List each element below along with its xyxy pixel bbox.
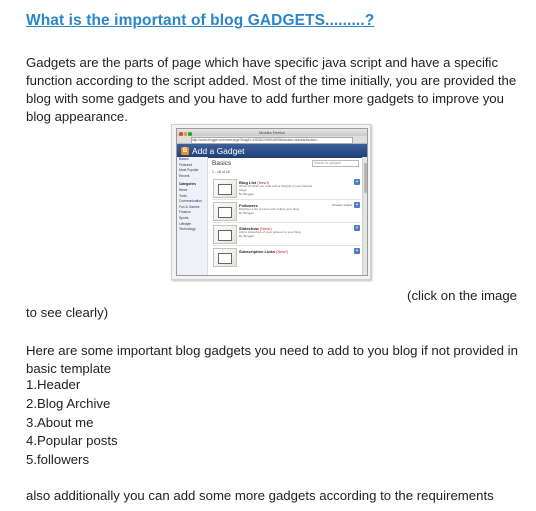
sidebar-item: Communication xyxy=(179,199,202,204)
gadget-thumbnail-icon xyxy=(213,202,237,221)
gadget-row xyxy=(212,177,361,200)
gadget-category-sidebar xyxy=(177,157,208,275)
address-bar: http://www.blogger.com/rearrange?blogID=1083622494944908&section=sidebar&action= xyxy=(191,137,353,144)
list-item: 2.Blog Archive xyxy=(26,395,111,411)
sidebar-item: Featured xyxy=(179,162,193,167)
minimize-dot-icon xyxy=(184,132,188,136)
add-gadget-screenshot-image[interactable] xyxy=(171,124,371,280)
sidebar-item: Finance xyxy=(179,210,191,215)
add-gadget-icon: + xyxy=(355,225,359,231)
sidebar-item: News xyxy=(179,187,188,192)
gadget-row xyxy=(212,223,361,246)
sidebar-item: Recent xyxy=(179,173,190,178)
sidebar-item: Technology xyxy=(179,227,196,232)
post-title[interactable]: What is the important of blog GADGETS.........? xyxy=(26,12,375,29)
zoom-dot-icon xyxy=(188,132,192,136)
gadget-description: Show off what you read with a blogroll of your favorite blogs. By Blogger xyxy=(239,184,313,196)
list-item: 3.About me xyxy=(26,414,94,430)
result-count: 1 - 18 of 18 xyxy=(212,170,230,174)
gadget-thumbnail-icon xyxy=(213,225,237,244)
sidebar-item: Sports xyxy=(179,215,189,220)
sidebar-item: Most Popular xyxy=(179,168,199,173)
gadget-description: Displays a list of users who follow your blog. By Blogger xyxy=(239,207,300,215)
gadget-thumbnail-icon xyxy=(213,248,237,267)
gadget-list-panel xyxy=(210,157,367,275)
post-intro-paragraph: Gadgets are the parts of page which have specific java script and have a specific function according to the script added. Most of the time initially, you are provided the blog with some gadgets and you have to add further more gadgets to improve you blog appearance. xyxy=(26,55,517,124)
scrollbar xyxy=(362,157,367,275)
gadget-row xyxy=(212,200,361,223)
important-gadgets-list xyxy=(26,376,118,470)
gadget-thumbnail-icon xyxy=(213,179,237,198)
closing-paragraph: also additionally you can add some more gadgets according to the requirements xyxy=(26,488,494,503)
browser-titlebar xyxy=(177,129,367,136)
click-image-note-continued: to see clearly) xyxy=(26,305,109,320)
section-title: Basics xyxy=(212,160,232,167)
gadget-list-intro: Here are some important blog gadgets you need to add to you blog if not provided in basic template xyxy=(26,343,518,376)
sidebar-categories-label: Categories xyxy=(179,182,197,187)
add-gadget-icon: + xyxy=(355,202,359,208)
add-gadget-icon: + xyxy=(355,248,359,254)
list-item: 1.Header xyxy=(26,377,81,392)
sidebar-item: Lifestyle xyxy=(179,221,192,226)
gadget-status: Already added xyxy=(332,203,352,207)
browser-window xyxy=(176,128,368,276)
blogger-logo-icon: B xyxy=(182,148,188,154)
sidebar-item: Tools xyxy=(179,193,187,198)
close-dot-icon xyxy=(179,132,183,136)
list-item: 5.followers xyxy=(26,452,90,468)
add-gadget-header xyxy=(177,144,367,158)
gadget-row xyxy=(212,246,361,268)
gadget-name: Subscription Links (New!) xyxy=(239,249,288,254)
gadget-description: Add a slideshow of your pictures to your blog. By Blogger xyxy=(239,230,302,238)
browser-toolbar xyxy=(177,136,367,144)
sidebar-item: Fun & Games xyxy=(179,204,200,209)
gadget-search-input: Search for gadgets xyxy=(312,160,359,167)
list-item: 4.Popular posts xyxy=(26,433,118,449)
gadget-name: Followers xyxy=(239,203,258,208)
sidebar-item: Basics xyxy=(179,157,189,161)
gadget-name: Blog List (New!) xyxy=(239,180,270,185)
click-image-note: (click on the image xyxy=(407,288,517,303)
add-gadget-icon: + xyxy=(355,179,359,185)
add-gadget-heading: Add a Gadget xyxy=(192,146,245,156)
gadget-name: Slideshow (New!) xyxy=(239,226,272,231)
browser-window-title: Mozilla Firefox xyxy=(259,130,285,135)
